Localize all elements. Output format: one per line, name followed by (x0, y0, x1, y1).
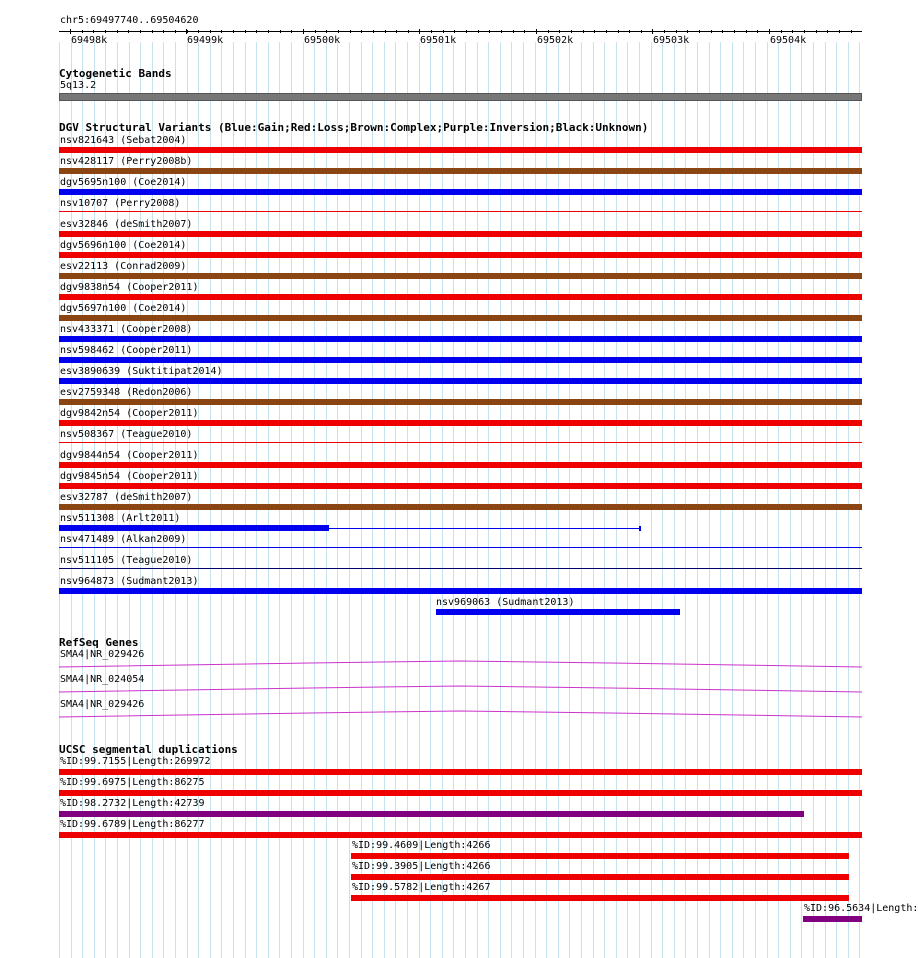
refseq-gene-model[interactable] (0, 682, 890, 694)
dgv-feature-bar[interactable] (59, 357, 862, 363)
ruler-minor-tick (152, 30, 153, 33)
refseq-gene-label: SMA4|NR_029426 (60, 699, 145, 710)
ruler-minor-tick (664, 30, 665, 33)
ruler-minor-tick (163, 30, 164, 33)
ruler-minor-tick (571, 30, 572, 33)
cytoband-label: 5q13.2 (60, 80, 97, 91)
segdup-feature-label: %ID:99.6975|Length:86275 (60, 777, 205, 788)
ruler-minor-tick (839, 30, 840, 33)
ruler-minor-tick (233, 30, 234, 33)
ruler-minor-tick (687, 30, 688, 33)
dgv-feature-end[interactable] (639, 526, 641, 531)
ruler-minor-tick (245, 30, 246, 33)
ruler-minor-tick (524, 30, 525, 33)
ruler-minor-tick (652, 30, 653, 33)
ruler-minor-tick (699, 30, 700, 33)
dgv-feature-line[interactable] (59, 442, 862, 443)
refseq-gene-label: SMA4|NR_024054 (60, 674, 145, 685)
dgv-feature-label: nsv969063 (Sudmant2013) (436, 597, 575, 608)
ruler-minor-tick (583, 30, 584, 33)
ruler-minor-tick (618, 30, 619, 33)
ruler-tick-label: 69501k (420, 35, 457, 46)
ruler-minor-tick (93, 30, 94, 33)
ruler-minor-tick (70, 30, 71, 33)
ruler-minor-tick (781, 30, 782, 33)
ruler-minor-tick (734, 30, 735, 33)
ruler-minor-tick (361, 30, 362, 33)
ruler-minor-tick (373, 30, 374, 33)
ruler-minor-tick (606, 30, 607, 33)
dgv-feature-label: dgv9845n54 (Cooper2011) (60, 471, 199, 482)
segdup-feature-bar[interactable] (59, 769, 862, 775)
dgv-feature-label: esv3890639 (Suktitipat2014) (60, 366, 223, 377)
dgv-feature-label: nsv10707 (Perry2008) (60, 198, 181, 209)
ruler-minor-tick (210, 30, 211, 33)
segdup-feature-label: %ID:96.5634|Length: (804, 903, 918, 914)
cytoband-track-title: Cytogenetic Bands (59, 67, 172, 80)
ruler-tick-label: 69504k (770, 35, 807, 46)
segdup-feature-bar[interactable] (351, 853, 849, 859)
segdup-feature-label: %ID:98.2732|Length:42739 (60, 798, 205, 809)
ruler-minor-tick (827, 30, 828, 33)
segdup-feature-bar[interactable] (351, 874, 849, 880)
ruler-minor-tick (711, 30, 712, 33)
dgv-feature-bar[interactable] (59, 315, 862, 321)
dgv-feature-bar[interactable] (59, 231, 862, 237)
ruler-minor-tick (280, 30, 281, 33)
ruler-minor-tick (396, 30, 397, 33)
dgv-feature-line[interactable] (59, 568, 862, 569)
ruler-tick-label: 69499k (187, 35, 224, 46)
ruler-minor-tick (221, 30, 222, 33)
refseq-gene-label: SMA4|NR_029426 (60, 649, 145, 660)
refseq-gene-line (59, 711, 862, 717)
dgv-feature-bar[interactable] (59, 336, 862, 342)
dgv-feature-label: dgv9844n54 (Cooper2011) (60, 450, 199, 461)
dgv-feature-bar[interactable] (59, 483, 862, 489)
ruler-minor-tick (105, 30, 106, 33)
ruler-minor-tick (385, 30, 386, 33)
dgv-feature-bar[interactable] (59, 147, 862, 153)
segdup-track-title: UCSC segmental duplications (59, 743, 238, 756)
ruler-minor-tick (804, 30, 805, 33)
ruler-minor-tick (559, 30, 560, 33)
refseq-gene-line (59, 661, 862, 667)
dgv-feature-label: nsv511105 (Teague2010) (60, 555, 193, 566)
dgv-feature-label: nsv508367 (Teague2010) (60, 429, 193, 440)
dgv-feature-label: nsv598462 (Cooper2011) (60, 345, 193, 356)
dgv-feature-label: nsv821643 (Sebat2004) (60, 135, 187, 146)
ruler-minor-tick (268, 30, 269, 33)
dgv-feature-bar[interactable] (59, 378, 862, 384)
ruler-minor-tick (851, 30, 852, 33)
ruler-minor-tick (338, 30, 339, 33)
ruler-minor-tick (757, 30, 758, 33)
ruler-minor-tick (291, 30, 292, 33)
ruler-position: chr5:69497740..69504620 (60, 15, 199, 26)
dgv-feature-bar[interactable] (59, 252, 862, 258)
dgv-feature-bar[interactable] (59, 525, 329, 531)
segdup-feature-bar[interactable] (59, 811, 804, 817)
refseq-gene-model[interactable] (0, 657, 890, 669)
segdup-feature-bar[interactable] (59, 790, 862, 796)
dgv-feature-label: dgv5695n100 (Coe2014) (60, 177, 187, 188)
ruler-minor-tick (629, 30, 630, 33)
dgv-feature-connector[interactable] (329, 528, 640, 529)
ruler-minor-tick (513, 30, 514, 33)
dgv-feature-bar[interactable] (59, 504, 862, 510)
segdup-feature-label: %ID:99.3905|Length:4266 (352, 861, 491, 872)
ruler-minor-tick (466, 30, 467, 33)
ruler-minor-tick (315, 30, 316, 33)
ruler-tick-label: 69502k (537, 35, 574, 46)
dgv-feature-label: nsv428117 (Perry2008b) (60, 156, 193, 167)
dgv-feature-label: nsv511308 (Arlt2011) (60, 513, 181, 524)
ruler-minor-tick (326, 30, 327, 33)
dgv-feature-label: esv2759348 (Redon2006) (60, 387, 193, 398)
dgv-feature-bar[interactable] (59, 462, 862, 468)
ruler-minor-tick (140, 30, 141, 33)
ruler-minor-tick (443, 30, 444, 33)
ruler-minor-tick (175, 30, 176, 33)
dgv-feature-label: dgv9842n54 (Cooper2011) (60, 408, 199, 419)
ruler-minor-tick (419, 30, 420, 33)
ruler-minor-tick (769, 30, 770, 33)
dgv-feature-bar[interactable] (59, 588, 862, 594)
ruler-minor-tick (478, 30, 479, 33)
dgv-feature-bar[interactable] (59, 294, 862, 300)
ruler-minor-tick (746, 30, 747, 33)
segdup-feature-bar[interactable] (59, 832, 862, 838)
dgv-feature-bar[interactable] (59, 399, 862, 405)
ruler-minor-tick (641, 30, 642, 33)
ruler-tick-label: 69503k (653, 35, 690, 46)
refseq-gene-model[interactable] (0, 707, 890, 719)
ruler-minor-tick (431, 30, 432, 33)
ruler-minor-tick (117, 30, 118, 33)
ruler-tick-label: 69500k (304, 35, 341, 46)
dgv-feature-label: nsv964873 (Sudmant2013) (60, 576, 199, 587)
ruler-minor-tick (489, 30, 490, 33)
cytoband-bar[interactable] (59, 93, 862, 101)
dgv-feature-label: dgv9838n54 (Cooper2011) (60, 282, 199, 293)
ruler-minor-tick (128, 30, 129, 33)
dgv-feature-label: esv32787 (deSmith2007) (60, 492, 193, 503)
segdup-feature-label: %ID:99.7155|Length:269972 (60, 756, 211, 767)
dgv-feature-bar[interactable] (59, 420, 862, 426)
segdup-feature-label: %ID:99.5782|Length:4267 (352, 882, 491, 893)
dgv-feature-label: nsv471489 (Alkan2009) (60, 534, 187, 545)
dgv-track-title: DGV Structural Variants (Blue:Gain;Red:Loss;Brown:Complex;Purple:Inversion;Black:Unknown) (59, 121, 649, 134)
ruler-minor-tick (303, 30, 304, 33)
ruler-line (59, 31, 862, 32)
ruler-minor-tick (82, 30, 83, 33)
dgv-feature-bar[interactable] (436, 609, 680, 615)
dgv-feature-label: esv22113 (Conrad2009) (60, 261, 187, 272)
dgv-feature-label: esv32846 (deSmith2007) (60, 219, 193, 230)
ruler-minor-tick (594, 30, 595, 33)
refseq-track-title: RefSeq Genes (59, 636, 139, 649)
dgv-feature-bar[interactable] (59, 189, 862, 195)
dgv-feature-bar[interactable] (59, 273, 862, 279)
segdup-feature-bar[interactable] (351, 895, 849, 901)
ruler-minor-tick (722, 30, 723, 33)
ruler-tick-label: 69498k (71, 35, 108, 46)
segdup-feature-label: %ID:99.6789|Length:86277 (60, 819, 205, 830)
ruler-minor-tick (350, 30, 351, 33)
dgv-feature-bar[interactable] (59, 168, 862, 174)
ruler-minor-tick (676, 30, 677, 33)
dgv-feature-label: dgv5696n100 (Coe2014) (60, 240, 187, 251)
segdup-feature-bar[interactable] (803, 916, 862, 922)
ruler-minor-tick (792, 30, 793, 33)
ruler-minor-tick (816, 30, 817, 33)
dgv-feature-label: nsv433371 (Cooper2008) (60, 324, 193, 335)
ruler-minor-tick (408, 30, 409, 33)
dgv-feature-line[interactable] (59, 211, 862, 212)
dgv-feature-line[interactable] (59, 547, 862, 548)
ruler-minor-tick (548, 30, 549, 33)
dgv-feature-label: dgv5697n100 (Coe2014) (60, 303, 187, 314)
segdup-feature-label: %ID:99.4609|Length:4266 (352, 840, 491, 851)
ruler-minor-tick (536, 30, 537, 33)
ruler-minor-tick (501, 30, 502, 33)
refseq-gene-line (59, 686, 862, 692)
ruler-minor-tick (454, 30, 455, 33)
ruler-minor-tick (198, 30, 199, 33)
ruler-minor-tick (187, 30, 188, 33)
ruler-minor-tick (256, 30, 257, 33)
